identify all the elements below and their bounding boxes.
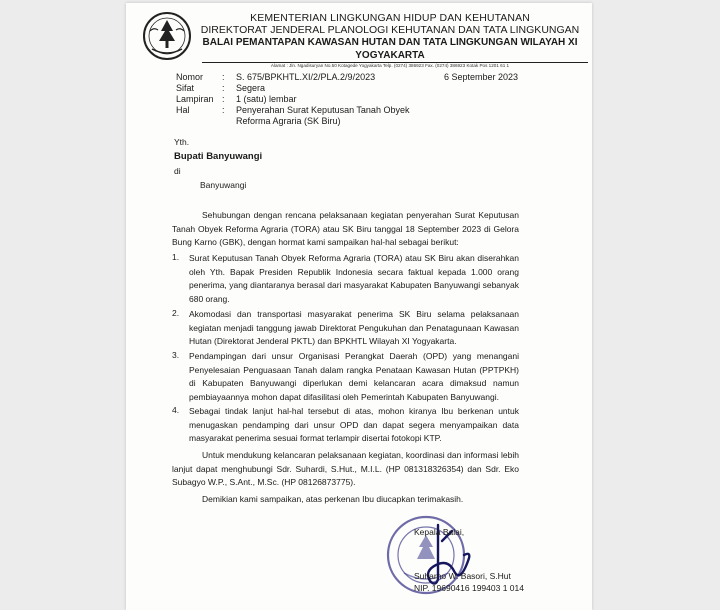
directorate-name: DIREKTORAT JENDERAL PLANOLOGI KEHUTANAN DAN TATA LINGKUNGAN (200, 24, 580, 36)
item-number: 3. (172, 350, 180, 360)
addressee-name: Bupati Banyuwangi (174, 151, 263, 162)
separator: : (222, 72, 225, 82)
item-number: 4. (172, 405, 180, 415)
list-item: Sebagai tindak lanjut hal-hal tersebut di atas, mohon kiranya Ibu berkenan untuk menugaskan pendamping dari unsur OPD dan dapat segera menyampaikan data masyarakat penerima sesuai format terlampir disertai fotokopi KTP. (189, 406, 519, 444)
hal-value-line-1: Penyerahan Surat Keputusan Tanah Obyek (236, 105, 410, 115)
item-number: 1. (172, 252, 180, 262)
letterhead-divider (202, 62, 588, 63)
signatory-nip: NIP. 19690416 199403 1 014 (414, 583, 524, 593)
separator: : (222, 83, 225, 93)
addressee-at: di (174, 166, 181, 176)
nomor-label: Nomor (176, 72, 204, 82)
sifat-label: Sifat (176, 83, 195, 93)
lampiran-value: 1 (satu) lembar (236, 94, 297, 104)
sifat-value: Segera (236, 83, 266, 93)
letter-date: 6 September 2023 (444, 72, 519, 82)
nomor-value: S. 675/BPKHTL.XI/2/PLA.2/9/2023 (236, 72, 376, 82)
ministry-name: KEMENTERIAN LINGKUNGAN HIDUP DAN KEHUTANAN (250, 12, 530, 24)
hal-value-line-2: Reforma Agraria (SK Biru) (236, 116, 341, 126)
list-item: Akomodasi dan transportasi masyarakat penerima SK Biru selama pelaksanaan kegiatan menjadi tanggung jawab Direktorat Pengukuhan dan Penatagunaan Kawasan Hutan (Direktorat Jenderal PKTL) dan BPKHTL Wilayah XI Yogyakarta. (189, 309, 519, 347)
office-address: Alamat : Jln. Ngadisuryan No.50 Kotagede Yogyakarta Telp. (0274) 386923 Fax. (0274) 386923 Kotak Pos 1201 61 1 (270, 63, 510, 68)
list-item: Surat Keputusan Tanah Obyek Reforma Agraria (TORA) atau SK Biru akan diserahkan oleh Yth. Bapak Presiden Republik Indonesia secara faktual kepada 1.000 orang penerima, yang diantaranya berasal dari masyarakat Kabupaten Banyuwangi sebanyak 680 orang. (189, 253, 519, 304)
signatory-name: Suharno W. Basori, S.Hut (414, 571, 511, 581)
office-name: BALAI PEMANTAPAN KAWASAN HUTAN DAN TATA LINGKUNGAN WILAYAH XI YOGYAKARTA (202, 37, 578, 61)
hal-label: Hal (176, 105, 190, 115)
addressee-place: Banyuwangi (200, 180, 247, 190)
intro-paragraph: Sehubungan dengan rencana pelaksanaan kegiatan penyerahan Surat Keputusan Tanah Obyek Reforma Agraria (TORA) atau SK Biru tanggal 18 September 2023 di Gelora Bung Karno (GBK), dengan hormat kami sampaikan hal-hal sebagai berikut: (172, 210, 519, 248)
letterhead (192, 12, 588, 69)
separator: : (222, 105, 225, 115)
letter-page (126, 3, 592, 610)
lampiran-label: Lampiran (176, 94, 214, 104)
ministry-emblem-icon (140, 11, 194, 61)
closing-paragraph: Demikian kami sampaikan, atas perkenan Ibu diucapkan terimakasih. (202, 494, 464, 504)
list-item: Pendampingan dari unsur Organisasi Perangkat Daerah (OPD) yang menangani Penyelesaian Penguasaan Tanah dalam rangka Penataan Kawasan Hutan (PPTPKH) di Kabupaten Banyuwangi diperlukan demi kelancaran acara dimaksud namun pembiayaannya mohon dapat difasilitasi oleh Pemerintah Kabupaten Banyuwangi. (189, 351, 519, 402)
support-paragraph: Untuk mendukung kelancaran pelaksanaan kegiatan, koordinasi dan informasi lebih lanjut dapat menghubungi Sdr. Suhardi, S.Hut., M.I.L. (HP 081318326354) dan Sdr. Eko Subagyo W.P., S.Ant., M.Sc. (HP 08126873775). (172, 450, 519, 488)
item-number: 2. (172, 308, 180, 318)
salutation: Yth. (174, 137, 190, 147)
signatory-title: Kepala Balai, (414, 527, 465, 537)
separator: : (222, 94, 225, 104)
